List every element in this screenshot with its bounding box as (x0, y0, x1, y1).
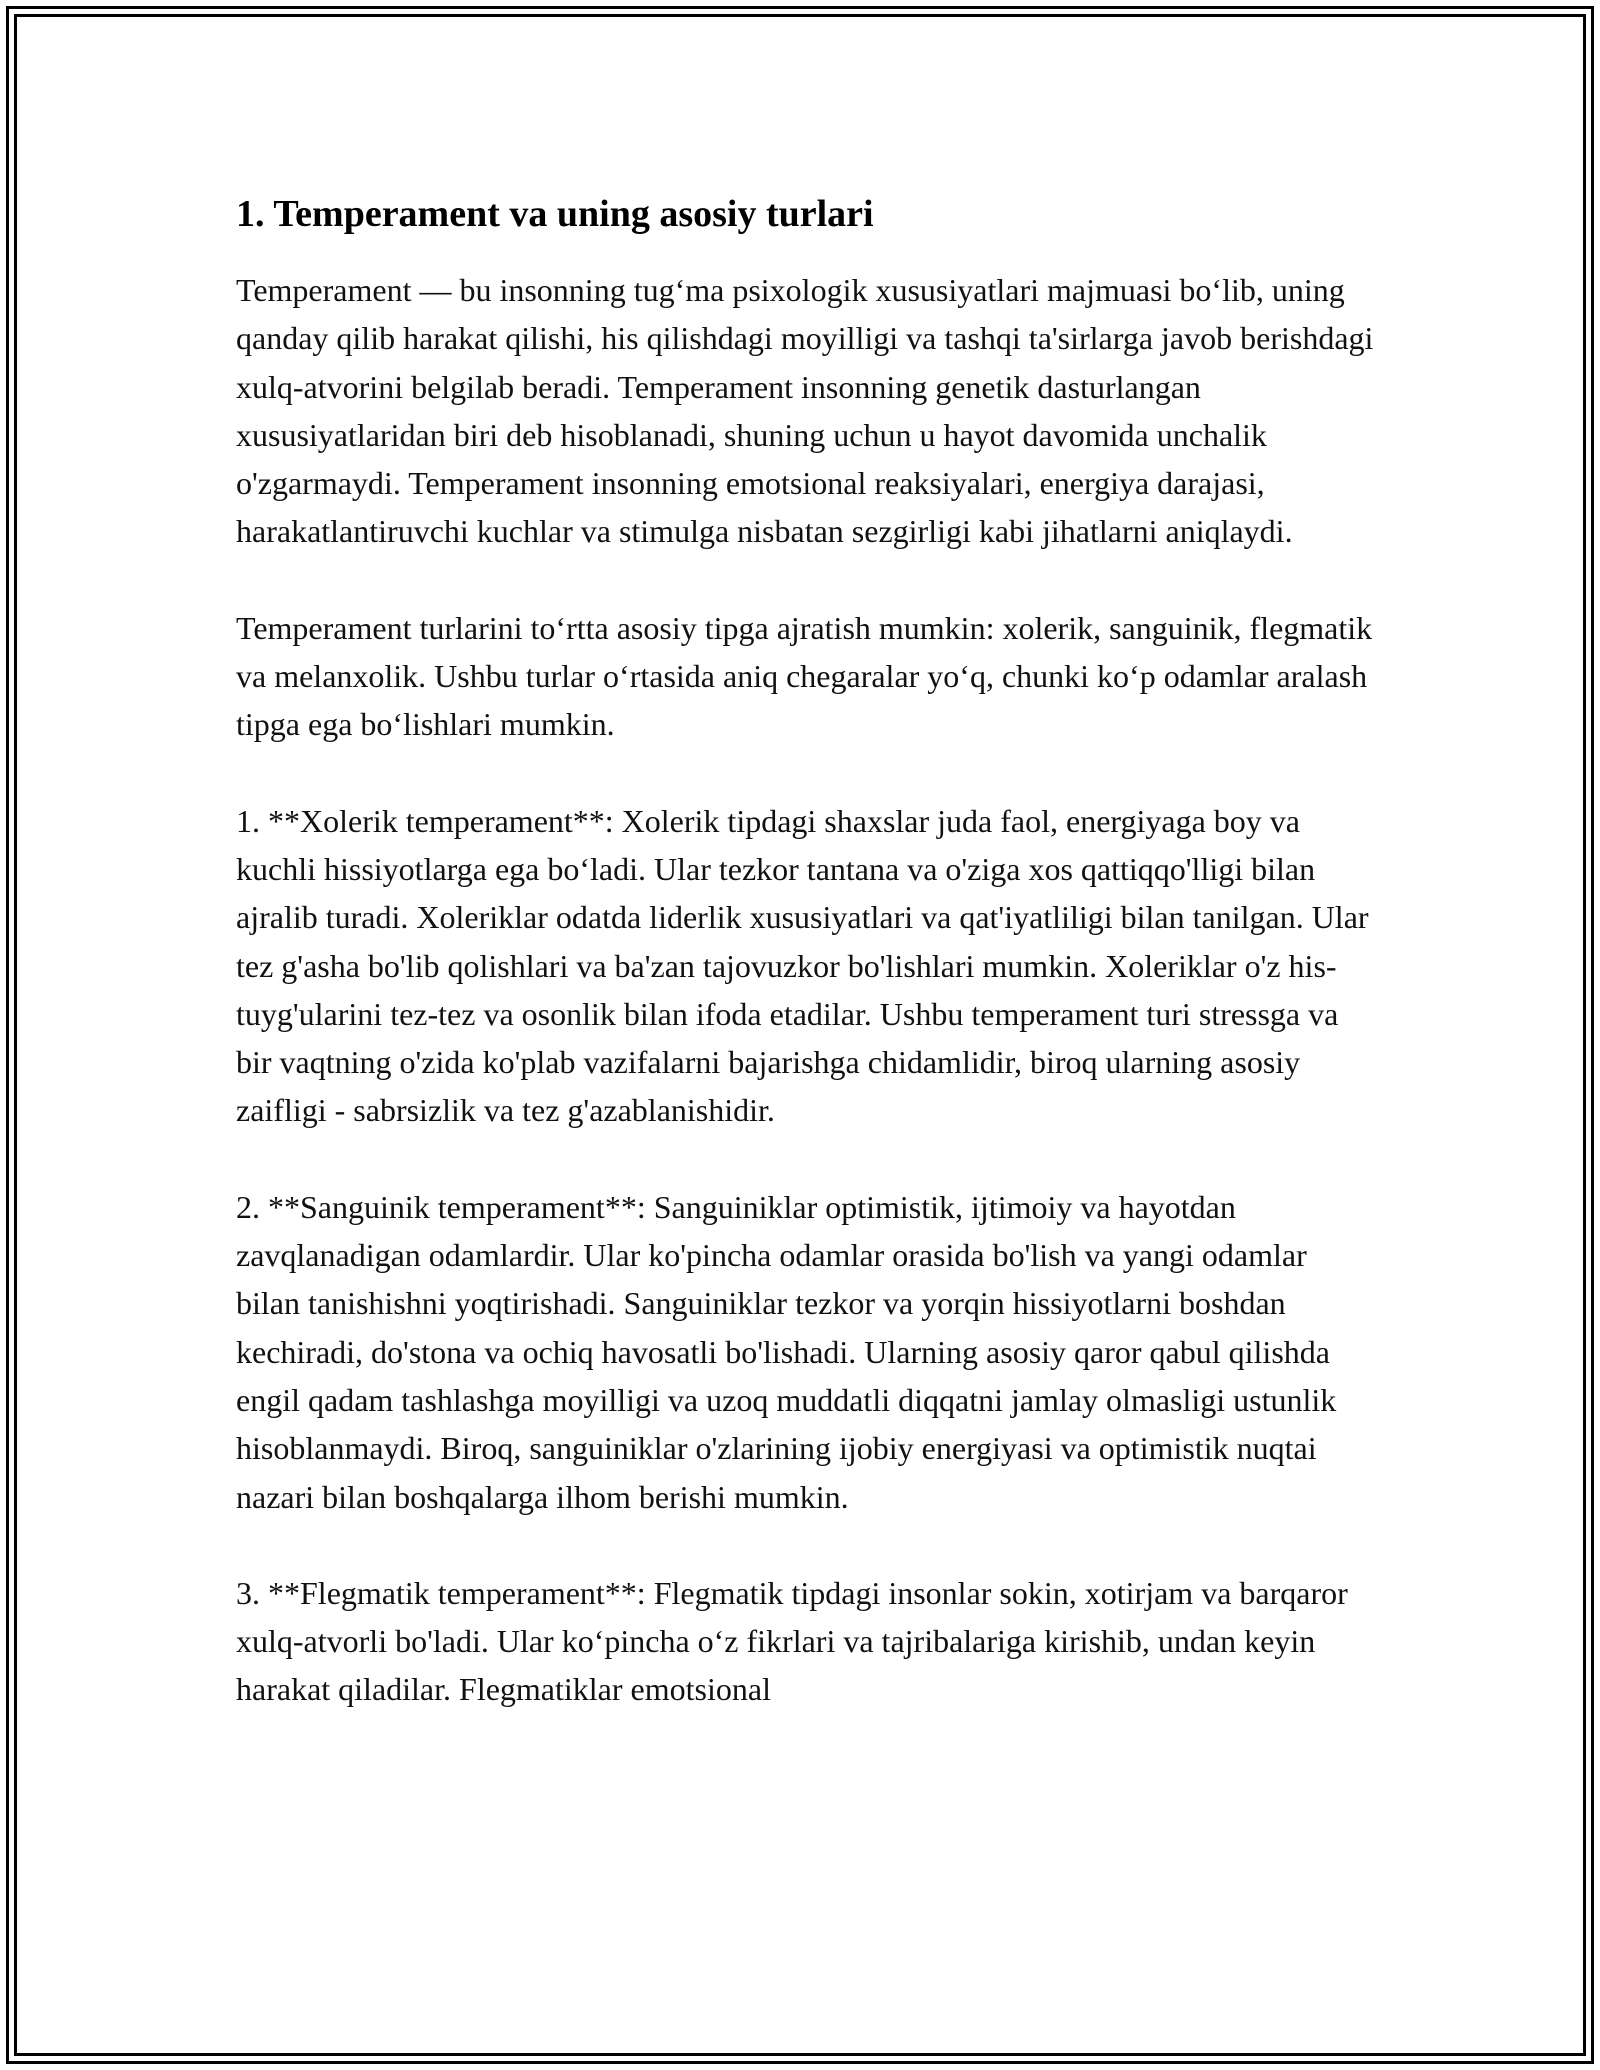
paragraph-phlegmatic: 3. **Flegmatik temperament**: Flegmatik tipdagi insonlar sokin, xotirjam va barqaror xulq-atvorli bo'ladi. Ular ko‘pincha o‘z fikrlari va tajribalariga kirishib, undan keyin harakat qiladilar. Flegmatiklar emotsional (236, 1574, 1348, 1708)
paragraph-definition: Temperament — bu insonning tug‘ma psixologik xususiyatlari majmuasi bo‘lib, uning qanday qilib harakat qilishi, his qilishdagi moyilligi va tashqi ta'sirlarga javob berishdagi xulq-atvorini belgilab beradi. Temperament insonning genetik dasturlangan xususiyatlaridan biri deb hisoblanadi, shuning uchun u hayot davomida unchalik o'zgarmaydi. Temperament insonning emotsional reaksiyalari, energiya darajasi, harakatlantiruvchi kuchlar va stimulga nisbatan sezgirligi kabi jihatlarni aniqlaydi. (236, 272, 1374, 550)
section-heading: 1. Temperament va uning asosiy turlari (236, 193, 874, 235)
paragraph-choleric: 1. **Xolerik temperament**: Xolerik tipdagi shaxslar juda faol, energiyaga boy va kuchli hissiyotlarga ega bo‘ladi. Ular tezkor tantana va o'ziga xos qattiqqo'lligi bilan ajralib turadi. Xoleriklar odatda liderlik xususiyatlari va qat'iyatliligi bilan tanilgan. Ular tez g'asha bo'lib qolishlari va ba'zan tajovuzkor bo'lishlari mumkin. Xoleriklar o'z his-tuyg'ularini tez-tez va osonlik bilan ifoda etadilar. Ushbu temperament turi stressga va bir vaqtning o'zida ko'plab vazifalarni bajarishga chidamlidir, biroq ularning asosiy zaifligi - sabrsizlik va tez g'azablanishidir. (236, 802, 1369, 1129)
paragraph-sanguine: 2. **Sanguinik temperament**: Sanguiniklar optimistik, ijtimoiy va hayotdan zavqlanadigan odamlardir. Ular ko'pincha odamlar orasida bo'lish va yangi odamlar bilan tanishishni yoqtirishadi. Sanguiniklar tezkor va yorqin hissiyotlarni boshdan kechiradi, do'stona va ochiq havosatli bo'lishadi. Ularning asosiy qaror qabul qilishda engil qadam tashlashga moyilligi va uzoq muddatli diqqatni jamlay olmasligi ustunlik hisoblanmaydi. Biroq, sanguiniklar o'zlarining ijobiy energiyasi va optimistik nuqtai nazari bilan boshqalarga ilhom berishi mumkin. (236, 1188, 1337, 1515)
paragraph-types-overview: Temperament turlarini to‘rtta asosiy tipga ajratish mumkin: xolerik, sanguinik, flegmatik va melanxolik. Ushbu turlar o‘rtasida aniq chegaralar yo‘q, chunki ko‘p odamlar aralash tipga ega bo‘lishlari mumkin. (236, 609, 1373, 743)
document-body (236, 188, 1376, 1714)
